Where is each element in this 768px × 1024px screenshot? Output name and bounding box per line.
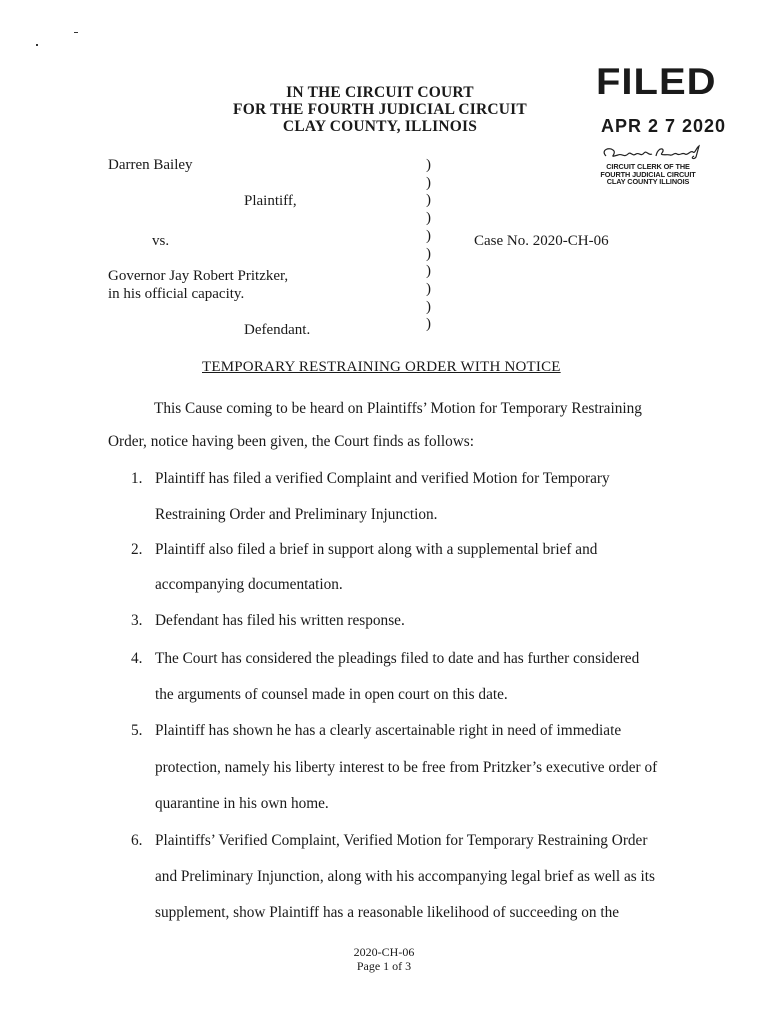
- finding-line: Plaintiffs’ Verified Complaint, Verified Motion for Temporary Restraining Order: [155, 832, 648, 849]
- defendant-role: Defendant.: [244, 322, 311, 338]
- scan-speck: [74, 32, 78, 33]
- plaintiff-role: Plaintiff,: [244, 193, 297, 209]
- finding-line: accompanying documentation.: [155, 576, 343, 593]
- scan-speck: [36, 44, 38, 46]
- caption-parentheses: [426, 157, 431, 334]
- finding-line: supplement, show Plaintiff has a reasonable likelihood of succeeding on the: [155, 904, 620, 921]
- case-number: Case No. 2020-CH-06: [474, 233, 609, 249]
- court-heading-line-3: CLAY COUNTY, ILLINOIS: [282, 118, 478, 135]
- caption-paren: ): [426, 210, 431, 227]
- defendant-name: Governor Jay Robert Pritzker,: [108, 268, 289, 284]
- clerk-line-3: CLAY COUNTY ILLINOIS: [606, 177, 690, 187]
- clerk-block: [584, 163, 712, 186]
- caption-paren: ): [426, 192, 431, 209]
- finding-line: and Preliminary Injunction, along with his accompanying legal brief as well as its: [155, 868, 656, 885]
- court-heading-line-1: IN THE CIRCUIT COURT: [286, 84, 474, 101]
- footer-case-number: 2020-CH-06: [353, 945, 415, 959]
- caption-paren: ): [426, 227, 431, 244]
- clerk-signature: [596, 142, 706, 164]
- caption-paren: ): [426, 245, 431, 262]
- finding-line: the arguments of counsel made in open court on this date.: [155, 686, 508, 703]
- finding-line: Plaintiff has filed a verified Complaint and verified Motion for Temporary: [155, 470, 610, 487]
- finding-line: Restraining Order and Preliminary Injunction.: [155, 506, 438, 523]
- court-heading: [230, 84, 530, 135]
- intro-line-2: Order, notice having been given, the Court finds as follows:: [108, 433, 475, 450]
- clerk-line-1: CIRCUIT CLERK OF THE: [606, 162, 690, 171]
- caption-paren: ): [426, 263, 431, 280]
- court-heading-line-2: FOR THE FOURTH JUDICIAL CIRCUIT: [233, 101, 527, 118]
- filed-date: APR 2 7 2020: [601, 116, 727, 136]
- finding-line: Plaintiff also filed a brief in support along with a supplemental brief and: [155, 541, 598, 558]
- caption-paren: ): [426, 280, 431, 297]
- finding-line: Plaintiff has shown he has a clearly ascertainable right in need of immediate: [155, 722, 622, 739]
- finding-line: Defendant has filed his written response.: [155, 612, 405, 629]
- order-title: TEMPORARY RESTRAINING ORDER WITH NOTICE: [202, 359, 561, 375]
- defendant-capacity: in his official capacity.: [108, 286, 245, 302]
- caption-paren: ): [426, 157, 431, 173]
- finding-number: 2.: [131, 541, 143, 558]
- footer-page-number: Page 1 of 3: [356, 959, 412, 973]
- caption-paren: ): [426, 298, 431, 315]
- finding-line: The Court has considered the pleadings filed to date and has further considered: [155, 650, 640, 667]
- finding-number: 4.: [131, 650, 143, 667]
- page-footer: [334, 945, 434, 973]
- finding-number: 1.: [131, 470, 143, 487]
- finding-number: 3.: [131, 612, 143, 629]
- intro-line-1: This Cause coming to be heard on Plaintiffs’ Motion for Temporary Restraining: [154, 400, 642, 417]
- finding-line: protection, namely his liberty interest to be free from Pritzker’s executive order of: [155, 759, 658, 776]
- finding-number: 5.: [131, 722, 143, 739]
- finding-line: quarantine in his own home.: [155, 795, 329, 812]
- caption-paren: ): [426, 174, 431, 191]
- plaintiff-name: Darren Bailey: [108, 157, 193, 173]
- clerk-line-2: FOURTH JUDICIAL CIRCUIT: [600, 169, 696, 179]
- caption-paren: ): [426, 316, 431, 333]
- finding-number: 6.: [131, 832, 143, 849]
- filed-stamp: FILED: [596, 62, 717, 103]
- versus-label: vs.: [152, 233, 170, 249]
